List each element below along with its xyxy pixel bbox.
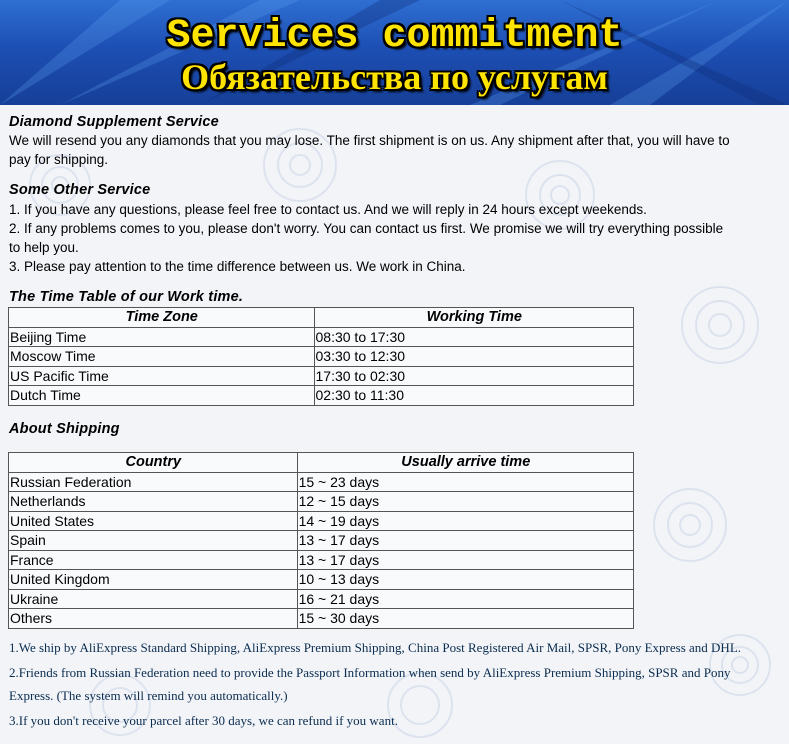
- country-cell: Netherlands: [9, 492, 298, 512]
- working-time-cell: 17:30 to 02:30: [314, 366, 634, 386]
- banner-title-english: Services commitment: [166, 14, 623, 59]
- days-cell: 16 ~ 21 days: [297, 589, 633, 609]
- table-row: [9, 366, 634, 386]
- timezone-column-header: Time Zone: [9, 308, 315, 328]
- table-row: [9, 589, 634, 609]
- working-time-cell: 03:30 to 12:30: [314, 347, 634, 367]
- country-column-header: Country: [9, 453, 298, 473]
- note-2b: Express. (The system will remind you automatically.): [9, 688, 288, 703]
- timezone-cell: Moscow Time: [9, 347, 315, 367]
- country-cell: Russian Federation: [9, 472, 298, 492]
- timetable-header-row: [9, 308, 634, 328]
- country-cell: Ukraine: [9, 589, 298, 609]
- timezone-cell: US Pacific Time: [9, 366, 315, 386]
- diamond-line-2: pay for shipping.: [9, 152, 109, 167]
- country-cell: United Kingdom: [9, 570, 298, 590]
- table-row: [9, 511, 634, 531]
- other-line-1: 1. If you have any questions, please feel free to contact us. And we will reply in 24 hours except weekends.: [9, 202, 647, 217]
- shipping-table: [8, 452, 634, 629]
- table-row: [9, 550, 634, 570]
- table-row: [9, 492, 634, 512]
- shipping-header-row: [9, 453, 634, 473]
- table-row: [9, 609, 634, 629]
- country-cell: France: [9, 550, 298, 570]
- shipping-heading: About Shipping: [9, 421, 120, 437]
- table-row: [9, 327, 634, 347]
- other-line-4: 3. Please pay attention to the time difference between us. We work in China.: [9, 259, 466, 274]
- diamond-line-1: We will resend you any diamonds that you may lose. The first shipment is on us. Any shipment after that, you will have to: [9, 133, 730, 148]
- country-cell: United States: [9, 511, 298, 531]
- days-cell: 15 ~ 30 days: [297, 609, 633, 629]
- table-row: [9, 386, 634, 406]
- table-row: [9, 570, 634, 590]
- country-cell: Spain: [9, 531, 298, 551]
- working-time-cell: 02:30 to 11:30: [314, 386, 634, 406]
- days-cell: 15 ~ 23 days: [297, 472, 633, 492]
- diamond-heading: Diamond Supplement Service: [9, 114, 219, 130]
- table-row: [9, 347, 634, 367]
- days-cell: 14 ~ 19 days: [297, 511, 633, 531]
- days-cell: 10 ~ 13 days: [297, 570, 633, 590]
- days-cell: 12 ~ 15 days: [297, 492, 633, 512]
- timezone-cell: Beijing Time: [9, 327, 315, 347]
- table-row: [9, 472, 634, 492]
- header-banner: [0, 0, 789, 105]
- other-service-heading: Some Other Service: [9, 182, 151, 198]
- banner-title-russian: Обязательства по услугам: [181, 57, 608, 97]
- country-cell: Others: [9, 609, 298, 629]
- table-row: [9, 531, 634, 551]
- working-time-column-header: Working Time: [314, 308, 634, 328]
- working-time-cell: 08:30 to 17:30: [314, 327, 634, 347]
- note-3: 3.If you don't receive your parcel after 30 days, we can refund if you want.: [9, 713, 398, 728]
- arrive-time-column-header: Usually arrive time: [297, 453, 633, 473]
- note-2a: 2.Friends from Russian Federation need to provide the Passport Information when send by AliExpress Premium Shipping, SPSR and Pony: [9, 665, 731, 680]
- note-1: 1.We ship by AliExpress Standard Shipping, AliExpress Premium Shipping, China Post Registered Air Mail, SPSR, Pony Express and DHL.: [9, 640, 742, 655]
- days-cell: 13 ~ 17 days: [297, 550, 633, 570]
- days-cell: 13 ~ 17 days: [297, 531, 633, 551]
- timetable-heading: The Time Table of our Work time.: [9, 289, 244, 305]
- timetable-table: [8, 307, 634, 406]
- other-line-2: 2. If any problems comes to you, please don't worry. You can contact us first. We promise we will try everything possible: [9, 221, 724, 236]
- timezone-cell: Dutch Time: [9, 386, 315, 406]
- other-line-3: to help you.: [9, 240, 79, 255]
